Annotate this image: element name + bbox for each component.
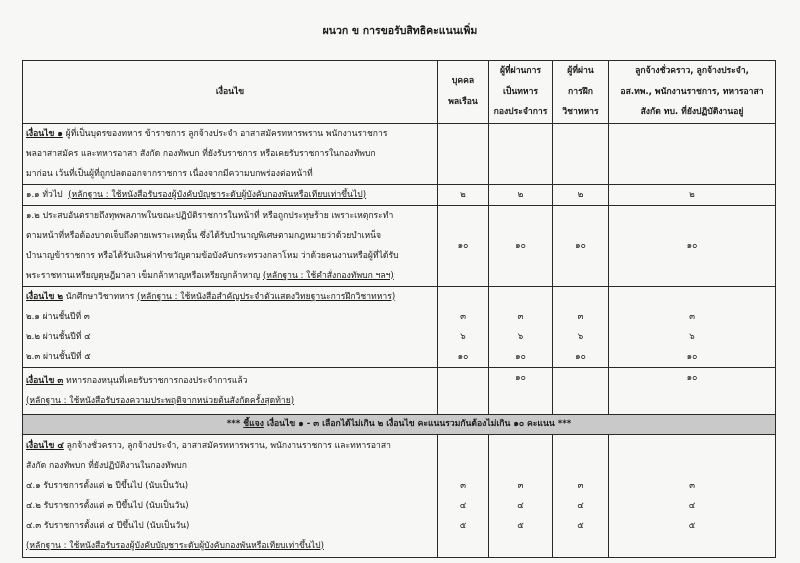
table-row-1-2: ๑.๒ ประสบอันตรายถึงทุพพลภาพในขณะปฏิบัติราชการในหน้าที่ หรือถูกประทุษร้าย เพราะเหตุกระทำ ตามหน้าที่หรือต้องบาดเจ็บถึงตายเพราะเหตุนั้น ซึ่งได้รับบำนาญพิเศษตามกฎหมายว่าด้วยบำเหน็จ บำนาญข้าราชการ หรือได้รับเงินค่าทำขวัญตามข้อบังคับกระทรวงกลาโหม ว่าด้วยคนงานหรือผู้ที่ได้รับ พระราชทานเหรียญดุษฎีมาลา เข็มกล้าหาญหรือเหรียญกล้าหาญ (หลักฐาน : ใช้คำสั่งกองทัพบก ฯลฯ) ๑๐ ๑๐ ๑๐ ๑๐ — [23, 205, 776, 286]
table-row-1-1: ๑.๑ ทั่วไป (หลักฐาน : ใช้หนังสือรับรองผู้บังคับบัญชาระดับผู้บังคับกองพันหรือเทียบเท่าขึ้นไป) ๒ ๒ ๒ ๒ — [23, 184, 776, 205]
note-label: ชี้แจง — [243, 418, 264, 429]
table-row-note — [23, 414, 776, 434]
cond1-text: เงื่อนไข ๑ ผู้ที่เป็นบุตรของทหาร ข้าราชการ ลูกจ้างประจำ อาสาสมัครทหารพราน พนักงานราชการ พลอาสาสมัคร และทหารอาสา สังกัด กองทัพบก ที่ยังรับราชการ หรือเคยรับราชการในกองทัพบก มาก่อน เว้นที่เป็นผู้ที่ถูกปลดออกจากราชการ เนื่องจากมีความบกพร่องต่อหน้าที่ — [23, 123, 438, 184]
header-conscript: ผู้ที่ผ่านการ เป็นทหาร กองประจำการ — [489, 61, 553, 124]
evidence-4: (หลักฐาน : ใช้หนังสือรับรองผู้บังคับบัญชาระดับผู้บังคับกองพันหรือเทียบเท่าขึ้นไป) — [26, 540, 324, 551]
cond2-label: เงื่อนไข ๒ — [26, 291, 64, 302]
table-row-cond4: เงื่อนไข ๔ ลูกจ้างชั่วคราว, ลูกจ้างประจำ, อาสาสมัครทหารพราน, พนักงานราชการ และทหารอาสา สังกัด กองทัพบก ที่ยังปฏิบัติงานในกองทัพบก ๔.๑ รับราชการตั้งแต่ ๒ ปีขึ้นไป (นับเป็นวัน) ๔.๒ รับราชการตั้งแต่ ๓ ปีขึ้นไป (นับเป็นวัน) ๔.๓ รับราชการตั้งแต่ ๔ ปีขึ้นไป (นับเป็นวัน) (หลักฐาน : ใช้หนังสือรับรองผู้บังคับบัญชาระดับผู้บังคับกองพันหรือเทียบเท่าขึ้นไป) ๓ ๔ ๕ ๓ ๔ ๕ ๓ ๔ ๕ ๓ ๔ ๕ — [23, 434, 776, 557]
table-row-cond1 — [23, 123, 776, 184]
header-rotc: ผู้ที่ผ่าน การฝึก วิชาทหาร — [553, 61, 609, 124]
page-title: ผนวก ข การขอรับสิทธิคะแนนเพิ่ม — [322, 25, 478, 37]
header-employees: ลูกจ้างชั่วคราว, ลูกจ้างประจำ, อส.ทพ., พนักงานราชการ, ทหารอาสา สังกัด ทบ. ที่ยังปฏิบัติงานอยู่ — [609, 61, 776, 124]
explanation-note: *** ชี้แจง เงื่อนไข ๑ - ๓ เลือกได้ไม่เกิน ๒ เงื่อนไข คะแนนรวมกันต้องไม่เกิน ๑๐ คะแนน *** — [23, 414, 776, 434]
table-header-row — [23, 61, 776, 124]
header-condition: เงื่อนไข — [23, 61, 438, 124]
score-table — [22, 60, 776, 558]
table-row-cond2: เงื่อนไข ๒ นักศึกษาวิชาทหาร (หลักฐาน : ใช้หนังสือสำคัญประจำตัวแสดงวิทยฐานะการฝึกวิชาทหาร) ๒.๑ ผ่านชั้นปีที่ ๓ ๒.๒ ผ่านชั้นปีที่ ๔ ๒.๓ ผ่านชั้นปีที่ ๕ ๓ ๖ ๑๐ ๓ ๖ ๑๐ ๓ ๖ ๑๐ ๓ ๖ ๑๐ — [23, 286, 776, 367]
evidence-1-2: (หลักฐาน : ใช้คำสั่งกองทัพบก ฯลฯ) — [262, 270, 394, 281]
evidence-2: (หลักฐาน : ใช้หนังสือสำคัญประจำตัวแสดงวิทยฐานะการฝึกวิชาทหาร) — [136, 291, 396, 302]
table-row-cond3: เงื่อนไข ๓ ทหารกองหนุนที่เคยรับราชการกองประจำการแล้ว (หลักฐาน : ใช้หนังสือรับรองความประพฤติจากหน่วยต้นสังกัดครั้งสุดท้าย) ๑๐ ๑๐ — [23, 367, 776, 414]
evidence-1-1: (หลักฐาน : ใช้หนังสือรับรองผู้บังคับบัญชาระดับผู้บังคับกองพันหรือเทียบเท่าขึ้นไป) — [68, 189, 367, 200]
cond4-label: เงื่อนไข ๔ — [26, 440, 64, 451]
evidence-3: (หลักฐาน : ใช้หนังสือรับรองความประพฤติจากหน่วยต้นสังกัดครั้งสุดท้าย) — [26, 395, 295, 406]
cond3-label: เงื่อนไข ๓ — [26, 375, 64, 386]
cond1-label: เงื่อนไข ๑ — [26, 128, 63, 139]
header-civilian: บุคคล พลเรือน — [438, 61, 489, 124]
